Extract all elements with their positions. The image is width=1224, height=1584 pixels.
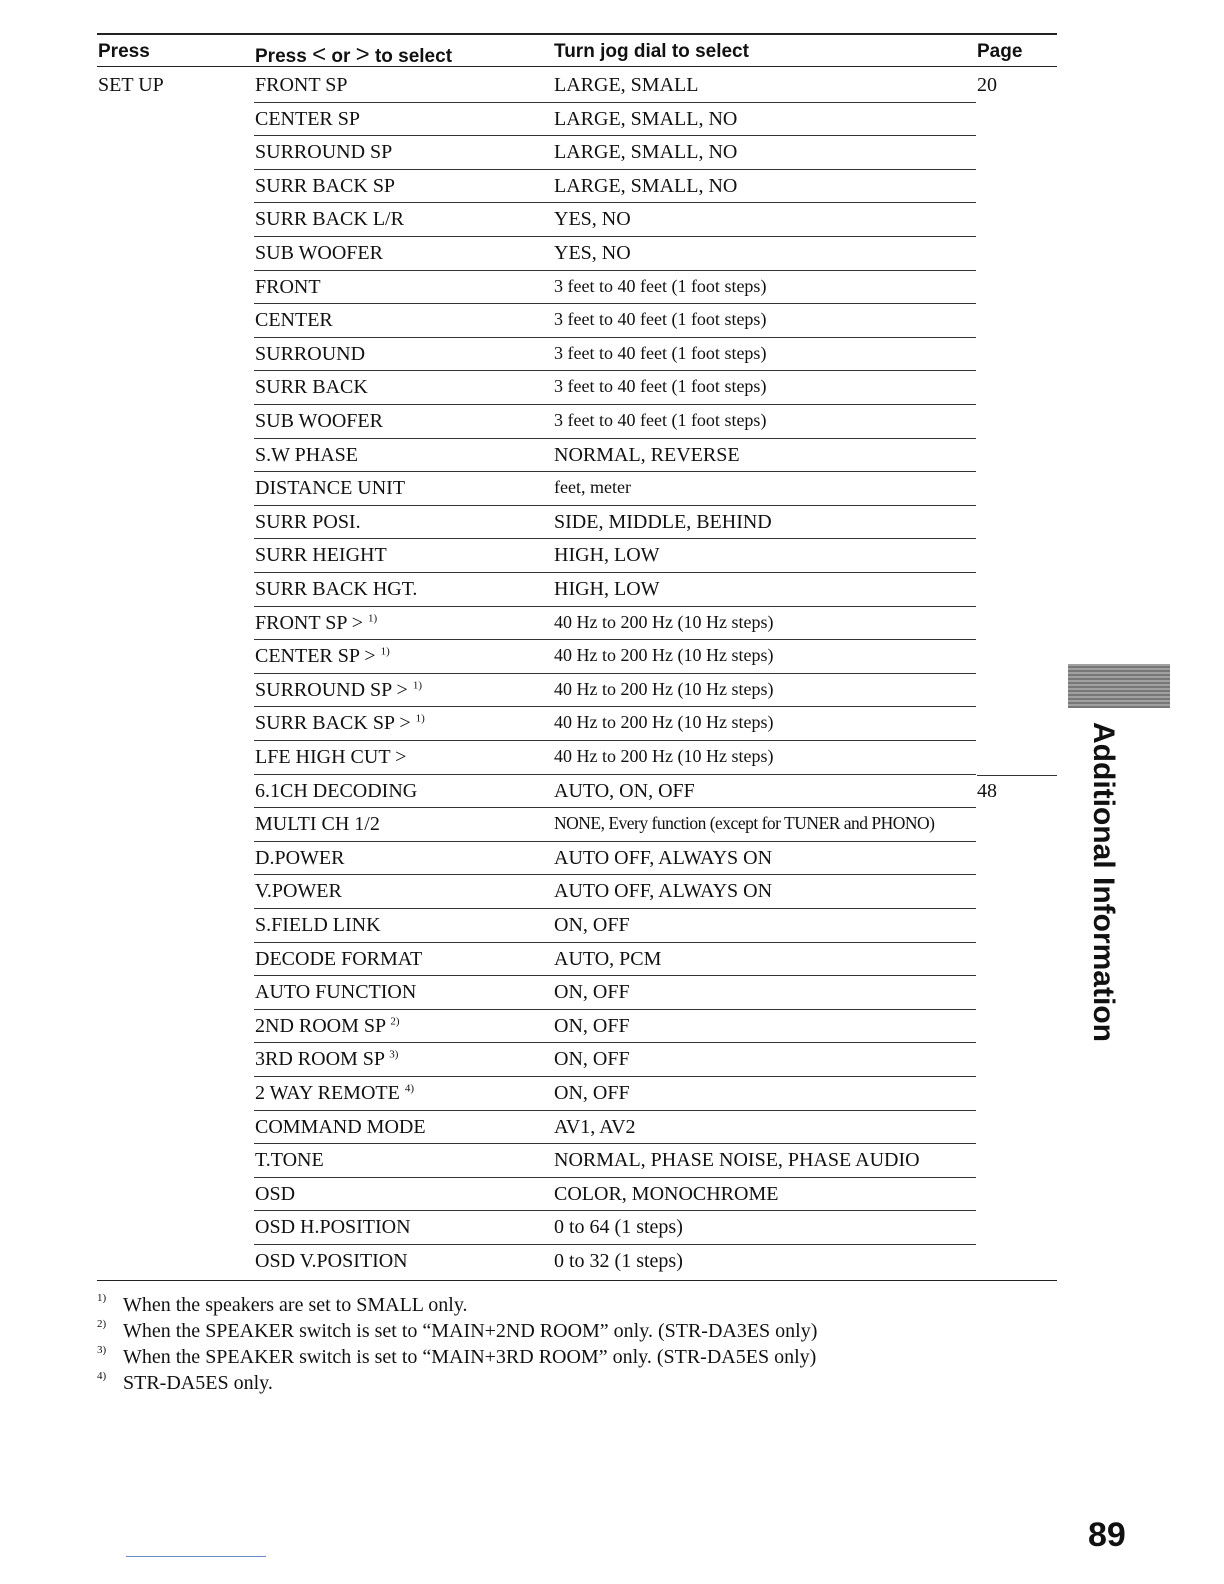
footnote-text: STR-DA5ES only. xyxy=(123,1372,273,1394)
setting-name-text: SURR BACK SP > xyxy=(255,712,411,735)
setting-name xyxy=(255,847,344,870)
setting-name-text: SURROUND xyxy=(255,342,366,365)
setting-name xyxy=(255,208,404,231)
setting-name xyxy=(255,242,383,265)
table-header xyxy=(97,39,1057,69)
page-rule xyxy=(977,775,1057,776)
setting-name-text: CENTER SP > xyxy=(255,645,376,668)
table-row xyxy=(97,304,1057,338)
setting-name xyxy=(255,175,395,198)
setting-name xyxy=(255,712,425,735)
setting-options: 3 feet to 40 feet (1 foot steps) xyxy=(554,410,767,430)
table-row xyxy=(97,170,1057,204)
table-row xyxy=(97,1043,1057,1077)
table-row xyxy=(97,775,1057,809)
footnote-mark: 2) xyxy=(97,1318,107,1330)
setting-name-text: OSD V.POSITION xyxy=(255,1250,408,1272)
setting-options: ON, OFF xyxy=(554,1082,630,1104)
table-row xyxy=(97,338,1057,372)
setting-name xyxy=(255,1082,414,1105)
table-row xyxy=(97,1211,1057,1245)
right-arrow-icon: > xyxy=(355,41,370,68)
setting-name xyxy=(255,1015,400,1038)
setting-name xyxy=(255,813,380,836)
table-row xyxy=(97,640,1057,674)
setting-name xyxy=(255,948,422,971)
footnote-ref: 1) xyxy=(415,712,425,725)
setting-name-text: DISTANCE UNIT xyxy=(255,477,406,500)
setting-options: AUTO OFF, ALWAYS ON xyxy=(554,846,773,869)
setting-name-text: S.W PHASE xyxy=(255,443,358,466)
header-select-prefix: Press xyxy=(255,46,307,67)
setting-options: SIDE, MIDDLE, BEHIND xyxy=(554,510,772,533)
setting-options: 3 feet to 40 feet (1 foot steps) xyxy=(554,309,767,330)
setting-name-text: 3RD ROOM SP xyxy=(255,1048,385,1071)
setting-options: LARGE, SMALL, NO xyxy=(554,174,738,197)
setting-options: LARGE, SMALL xyxy=(554,74,699,96)
setting-name xyxy=(255,746,406,769)
setting-options: 40 Hz to 200 Hz (10 Hz steps) xyxy=(554,712,774,733)
setting-name xyxy=(255,780,417,803)
footnote-ref: 2) xyxy=(390,1015,400,1028)
table-row xyxy=(97,69,1057,103)
footnote-text: When the SPEAKER switch is set to “MAIN+3RD ROOM” only. (STR-DA5ES only) xyxy=(123,1346,817,1368)
table-row xyxy=(97,103,1057,137)
setting-name-text: FRONT SP > xyxy=(255,611,363,634)
setting-name xyxy=(255,410,383,433)
setting-name-text: SURR HEIGHT xyxy=(255,544,387,567)
setting-name xyxy=(255,74,347,97)
table-row xyxy=(97,1178,1057,1212)
setting-options: 3 feet to 40 feet (1 foot steps) xyxy=(554,342,767,363)
table-row xyxy=(97,439,1057,473)
footnote-mark: 4) xyxy=(97,1370,107,1382)
left-arrow-icon: < xyxy=(312,41,327,68)
table-row xyxy=(97,1144,1057,1178)
page-ref: 20 xyxy=(977,74,997,96)
setting-options: 0 to 32 (1 steps) xyxy=(554,1250,683,1272)
page-number: 89 xyxy=(1088,1516,1126,1554)
table-row xyxy=(97,506,1057,540)
setting-options: feet, meter xyxy=(554,477,631,498)
page-ref: 48 xyxy=(977,779,997,802)
table-row xyxy=(97,1010,1057,1044)
setting-name-text: OSD H.POSITION xyxy=(255,1216,411,1239)
setting-options: 0 to 64 (1 steps) xyxy=(554,1216,683,1239)
setting-name-text: V.POWER xyxy=(255,880,342,903)
footnote-ref: 1) xyxy=(412,679,422,692)
table-row xyxy=(97,875,1057,909)
setting-name xyxy=(255,914,381,937)
setting-options: NORMAL, PHASE NOISE, PHASE AUDIO xyxy=(554,1149,920,1172)
section-tab-label: Additional Information xyxy=(1087,722,1120,1042)
setting-name-text: OSD xyxy=(255,1182,296,1205)
table-row xyxy=(97,707,1057,741)
setting-options: 3 feet to 40 feet (1 foot steps) xyxy=(554,275,767,296)
table-row xyxy=(97,405,1057,439)
setting-name-text: D.POWER xyxy=(255,846,345,869)
table-row xyxy=(97,842,1057,876)
setting-options: 40 Hz to 200 Hz (10 Hz steps) xyxy=(554,678,774,699)
setting-options: AUTO OFF, ALWAYS ON xyxy=(554,880,773,903)
header-jog: Turn jog dial to select xyxy=(554,41,749,62)
footnote-mark: 3) xyxy=(97,1344,107,1356)
table-row xyxy=(97,203,1057,237)
setting-options: YES, NO xyxy=(554,242,631,264)
setting-name xyxy=(255,679,422,702)
table-row xyxy=(97,237,1057,271)
setting-name xyxy=(255,309,333,332)
setting-name xyxy=(255,578,417,601)
footnote-mark: 1) xyxy=(97,1292,107,1304)
table-row xyxy=(97,808,1057,842)
table-row xyxy=(97,371,1057,405)
table-row xyxy=(97,674,1057,708)
setting-name xyxy=(255,108,360,131)
table-row xyxy=(97,741,1057,775)
setting-name-text: MULTI CH 1/2 xyxy=(255,813,380,836)
setting-options: NORMAL, REVERSE xyxy=(554,443,740,466)
setting-name-text: AUTO FUNCTION xyxy=(255,981,417,1004)
setting-name-text: SURR BACK HGT. xyxy=(255,578,418,600)
setting-name-text: COMMAND MODE xyxy=(255,1115,426,1138)
table-row xyxy=(97,909,1057,943)
setting-name xyxy=(255,376,368,399)
header-select-suffix: to select xyxy=(374,46,453,67)
setting-options: HIGH, LOW xyxy=(554,578,660,600)
table-row xyxy=(97,1245,1057,1279)
setting-name xyxy=(255,276,321,299)
setting-name xyxy=(255,1183,295,1206)
header-page: Page xyxy=(977,41,1023,62)
table-row xyxy=(97,943,1057,977)
setting-name-text: SURR BACK L/R xyxy=(255,208,404,231)
setting-name-text: FRONT SP xyxy=(255,74,348,96)
footnote-ref: 1) xyxy=(368,611,378,624)
setting-options: 40 Hz to 200 Hz (10 Hz steps) xyxy=(554,645,774,666)
setting-options: ON, OFF xyxy=(554,1048,630,1071)
footnote-ref: 1) xyxy=(380,645,390,658)
setting-name-text: SUB WOOFER xyxy=(255,242,383,264)
setting-name xyxy=(255,1250,408,1273)
table-row xyxy=(97,607,1057,641)
footnote-text: When the SPEAKER switch is set to “MAIN+2ND ROOM” only. (STR-DA3ES only) xyxy=(123,1320,818,1342)
setting-name-text: S.FIELD LINK xyxy=(255,914,381,936)
header-rule xyxy=(97,66,1057,67)
footer-divider xyxy=(126,1556,266,1557)
setting-options: LARGE, SMALL, NO xyxy=(554,107,738,130)
table-row xyxy=(97,1077,1057,1111)
setting-name-text: DECODE FORMAT xyxy=(255,947,423,970)
setting-name xyxy=(255,1216,411,1239)
setting-name-text: FRONT xyxy=(255,275,321,298)
setting-name xyxy=(255,1116,426,1139)
setting-name-text: 2 WAY REMOTE xyxy=(255,1082,400,1104)
setting-name-text: SURR BACK xyxy=(255,376,368,399)
setting-options: ON, OFF xyxy=(554,981,630,1004)
setting-name xyxy=(255,981,416,1004)
setting-options: AV1, AV2 xyxy=(554,1115,636,1138)
setting-name-text: CENTER SP xyxy=(255,107,361,130)
table-row xyxy=(97,136,1057,170)
setting-name xyxy=(255,444,358,467)
footnote-text: When the speakers are set to SMALL only. xyxy=(123,1294,468,1316)
setting-name-text: T.TONE xyxy=(255,1149,324,1172)
setting-name-text: SURR POSI. xyxy=(255,510,361,533)
setting-options: YES, NO xyxy=(554,208,631,231)
setting-options: AUTO, ON, OFF xyxy=(554,779,695,802)
setting-options: 40 Hz to 200 Hz (10 Hz steps) xyxy=(554,611,774,632)
setting-options: ON, OFF xyxy=(554,914,630,936)
footnote-ref: 4) xyxy=(404,1082,414,1095)
setting-options: ON, OFF xyxy=(554,1014,630,1037)
setting-name-text: SURROUND SP xyxy=(255,141,393,164)
table-top-rule xyxy=(97,33,1057,35)
setting-name-text: SURROUND SP > xyxy=(255,678,408,701)
setting-name xyxy=(255,544,387,567)
setting-name-text: 2ND ROOM SP xyxy=(255,1014,386,1037)
table-row xyxy=(97,271,1057,305)
table-row xyxy=(97,1111,1057,1145)
setting-name xyxy=(255,477,405,500)
header-press: Press xyxy=(98,41,150,62)
setting-options: AUTO, PCM xyxy=(554,947,662,970)
setting-name-text: 6.1CH DECODING xyxy=(255,779,418,802)
setting-options: NONE, Every function (except for TUNER and PHONO) xyxy=(554,813,935,834)
setting-name xyxy=(255,612,377,635)
table-row xyxy=(97,472,1057,506)
setting-options: LARGE, SMALL, NO xyxy=(554,141,738,164)
table-row xyxy=(97,976,1057,1010)
setting-name xyxy=(255,1048,398,1071)
section-tab-marker xyxy=(1068,664,1170,708)
setting-name xyxy=(255,880,342,903)
setting-name xyxy=(255,141,392,164)
table-row xyxy=(97,573,1057,607)
footnote-ref: 3) xyxy=(389,1048,399,1061)
setting-name-text: LFE HIGH CUT > xyxy=(255,746,407,768)
setting-name-text: SURR BACK SP xyxy=(255,174,396,197)
setting-name-text: SUB WOOFER xyxy=(255,410,383,432)
header-select xyxy=(255,41,452,69)
setting-name xyxy=(255,511,361,534)
header-select-or: or xyxy=(331,46,351,67)
press-label: SET UP xyxy=(98,74,164,96)
table-row xyxy=(97,539,1057,573)
setting-name xyxy=(255,645,390,668)
setting-name xyxy=(255,1149,324,1172)
setting-name xyxy=(255,343,365,366)
setting-options: 40 Hz to 200 Hz (10 Hz steps) xyxy=(554,746,774,766)
setting-options: COLOR, MONOCHROME xyxy=(554,1182,779,1205)
setting-options: 3 feet to 40 feet (1 foot steps) xyxy=(554,376,767,397)
setting-name-text: CENTER xyxy=(255,309,333,332)
table-bottom-rule xyxy=(97,1280,1057,1281)
setting-options: HIGH, LOW xyxy=(554,544,660,567)
